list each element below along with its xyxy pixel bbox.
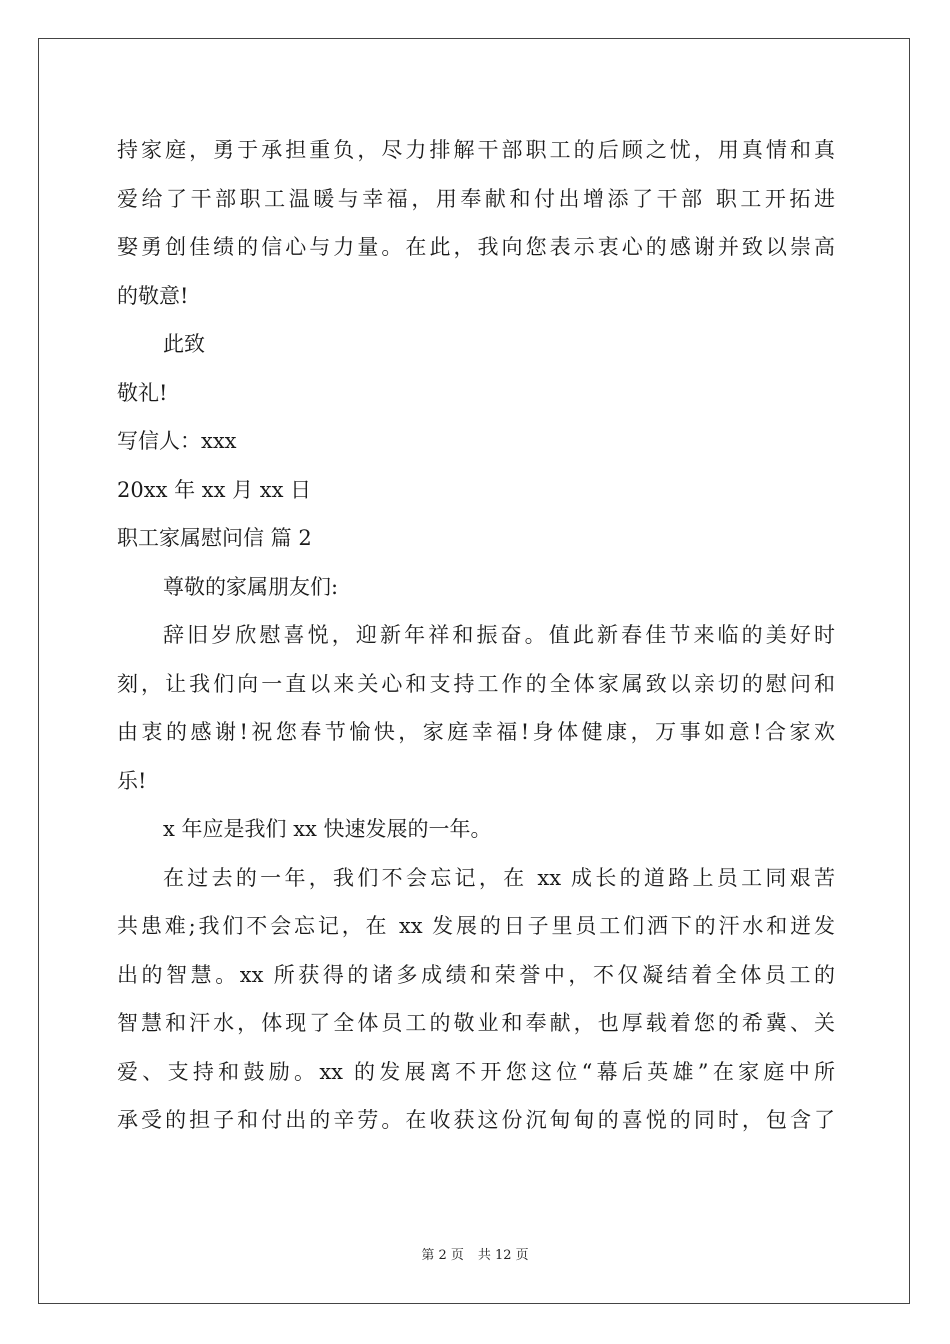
paragraph-line: 出的智慧。xx 所获得的诸多成绩和荣誉中，不仅凝结着全体员工的 [117, 962, 835, 987]
paragraph-line: 爱给了干部职工温暖与幸福，用奉献和付出增添了干部 职工开拓进 [117, 186, 835, 211]
letter-date: 20xx 年 xx 月 xx 日 [117, 477, 312, 502]
closing-salutation: 此致 [163, 332, 205, 356]
page-number: 第 2 页 [421, 1248, 464, 1263]
paragraph-line: 共患难;我们不会忘记，在 xx 发展的日子里员工们洒下的汗水和迸发 [117, 914, 835, 938]
closing-respect: 敬礼! [117, 380, 168, 405]
paragraph-line: 的敬意! [117, 283, 189, 308]
paragraph-line: 持家庭，勇于承担重负，尽力排解干部职工的后顾之忧，用真情和真 [117, 138, 835, 162]
page-total: 共 12 页 [477, 1248, 529, 1263]
page-footer [0, 1244, 950, 1263]
paragraph-line: 爱、支持和鼓励。xx 的发展离不开您这位“幕后英雄”在家庭中所 [117, 1059, 835, 1084]
paragraph-line: 辞旧岁欣慰喜悦，迎新年祥和振奋。值此新春佳节来临的美好时 [163, 623, 835, 647]
paragraph-line: 在过去的一年，我们不会忘记，在 xx 成长的道路上员工同艰苦 [163, 865, 835, 890]
section-title: 职工家属慰问信 篇 2 [117, 526, 312, 550]
paragraph-line: 乐! [117, 768, 147, 793]
paragraph-line: 由衷的感谢!祝您春节愉快，家庭幸福!身体健康，万事如意!合家欢 [117, 720, 835, 744]
paragraph-line: 承受的担子和付出的辛劳。在收获这份沉甸甸的喜悦的同时，包含了 [117, 1108, 835, 1132]
paragraph-line: 娶勇创佳绩的信心与力量。在此，我向您表示衷心的感谢并致以崇高 [117, 235, 835, 259]
paragraph-line: x 年应是我们 xx 快速发展的一年。 [163, 817, 492, 841]
paragraph-line: 刻，让我们向一直以来关心和支持工作的全体家属致以亲切的慰问和 [117, 671, 835, 696]
paragraph-line: 智慧和汗水，体现了全体员工的敬业和奉献，也厚载着您的希冀、关 [117, 1011, 835, 1035]
document-body [117, 126, 835, 1145]
letter-writer: 写信人：xxx [117, 429, 237, 453]
greeting: 尊敬的家属朋友们: [163, 574, 339, 599]
